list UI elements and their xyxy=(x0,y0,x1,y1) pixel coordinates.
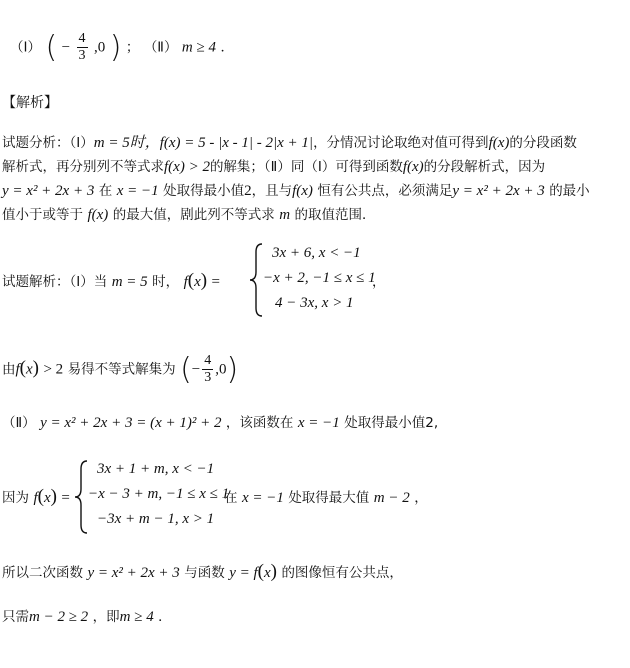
fraction-4-3 xyxy=(77,31,88,64)
solution-text: ， xyxy=(414,490,428,506)
solution-text: 在 xyxy=(224,490,238,506)
analysis-text: 试题分析：（Ⅰ） xyxy=(2,135,94,151)
math-expr: m = 5时， xyxy=(93,135,160,151)
analysis-line-2 xyxy=(2,155,545,176)
solution-text: ，该函数在 xyxy=(225,415,294,431)
math-expr: m xyxy=(279,207,291,223)
fraction-denominator: 3 xyxy=(78,48,86,63)
math-expr: y = x² + 2x + 3 xyxy=(87,565,180,581)
solution1-line: 试题解析：（Ⅰ）当 m = 5 时， f(x) = xyxy=(2,270,220,291)
solution-text: 与函数 xyxy=(184,565,225,581)
math-expr: ,0 xyxy=(215,361,227,378)
answer-separator: ； xyxy=(125,39,140,56)
part2-cases-tail xyxy=(224,486,428,507)
math-expr: − xyxy=(191,361,201,378)
interval-close: ) xyxy=(109,30,122,65)
case-3: 4 − 3x, x > 1 xyxy=(275,295,354,311)
analysis-text: 恒有公共点，必须满足 xyxy=(317,183,453,199)
math-expr: f(x) = 5 - |x - 1| - 2|x + 1| xyxy=(159,135,314,151)
math-expr: x xyxy=(194,274,201,290)
case-1: 3x + 6, x < −1 xyxy=(272,245,361,261)
solution-text: 因为 xyxy=(2,490,29,506)
math-expr: f xyxy=(33,490,38,506)
part1-label: （Ⅰ） xyxy=(10,39,41,56)
solution-text: 所以二次函数 xyxy=(2,565,83,581)
interval-right-value: ,0 xyxy=(93,39,106,56)
analysis-text: 的最小 xyxy=(549,183,590,199)
analysis-text: 在 xyxy=(98,183,113,199)
case-2: −x − 3 + m, −1 ≤ x ≤ 1 xyxy=(88,486,230,502)
case-tail: ， xyxy=(372,274,386,290)
part2-label: （Ⅱ） xyxy=(143,39,178,56)
math-expr: x xyxy=(26,361,33,378)
answer-line xyxy=(10,30,234,65)
math-expr: m = 5 xyxy=(111,274,148,290)
case-2: −x + 2, −1 ≤ x ≤ 1 xyxy=(263,270,376,286)
solution-text: 只需 xyxy=(2,609,29,625)
math-expr: y = f xyxy=(229,565,258,581)
analysis-line-1 xyxy=(2,131,577,152)
analysis-text: ，分情况讨论取绝对值可得到 xyxy=(313,135,489,151)
analysis-text: 的解集；（Ⅱ）同（Ⅰ）可得到函数 xyxy=(209,159,403,175)
math-expr: f xyxy=(15,361,20,378)
analysis-line-3 xyxy=(2,179,590,200)
analysis-text: 处取得最小值 xyxy=(163,183,245,199)
answer-period: ． xyxy=(220,39,234,56)
analysis-text: 值小于或等于 xyxy=(2,207,83,223)
math-expr: f(x) xyxy=(488,135,510,151)
fraction-numerator: 4 xyxy=(78,31,86,46)
analysis-text: 解析式，再分别列不等式求 xyxy=(2,159,164,175)
math-expr: f xyxy=(183,274,188,290)
fraction-4-3 xyxy=(202,353,213,386)
math-expr: m ≥ 4 xyxy=(119,609,154,625)
math-expr: y = x² + 2x + 3 xyxy=(452,183,545,199)
solution-text: 处取得最小值2, xyxy=(344,415,439,431)
interval-close: ) xyxy=(226,352,239,387)
math-expr: f(x) xyxy=(402,159,424,175)
math-expr: x = −1 xyxy=(297,415,340,431)
solution-text: 由 xyxy=(2,361,16,378)
math-expr: = xyxy=(211,274,220,290)
analysis-heading: 【解析】 xyxy=(2,95,58,111)
analysis-text: ，且与 xyxy=(251,183,293,199)
solution-text: 易得不等式解集为 xyxy=(67,361,176,378)
math-expr: > 2 xyxy=(43,361,64,378)
math-expr: x xyxy=(263,565,271,581)
math-expr: f(x) xyxy=(292,183,313,199)
solution2-line: 由f(x) > 2 易得不等式解集为 (− $\frac{4}{3}$ ,0) xyxy=(2,352,239,387)
analysis-line-4 xyxy=(2,203,375,224)
part2-answer: m ≥ 4 xyxy=(181,39,216,56)
analysis-text: 的分段函数 xyxy=(509,135,577,151)
conclusion-line-2 xyxy=(2,605,172,626)
fraction-numerator: 4 xyxy=(204,353,212,368)
interval-open: ( xyxy=(45,30,58,65)
solution-text: ． xyxy=(158,609,172,625)
analysis-text: 的取值范围． xyxy=(294,207,376,223)
conclusion-line-1: 所以二次函数 y = x² + 2x + 3 与函数 y = f(x) 的图像恒有公共点， xyxy=(2,561,403,582)
fraction-denominator: 3 xyxy=(204,370,212,385)
part2-label: （Ⅱ） xyxy=(2,415,36,431)
solution-text: 处取得最大值 xyxy=(288,490,370,506)
math-expr: = xyxy=(61,490,70,506)
math-expr: y = x² + 2x + 3 xyxy=(2,183,95,199)
math-expr: f(x) xyxy=(87,207,109,223)
solution-text: 时， xyxy=(152,274,180,290)
case-1: 3x + 1 + m, x < −1 xyxy=(97,461,215,477)
math-expr: x xyxy=(43,490,51,506)
interval-open: ( xyxy=(180,352,192,387)
solution-text: 试题解析：（Ⅰ）当 xyxy=(2,274,108,290)
part2-cases-line: 因为 f(x) = xyxy=(2,486,70,507)
solution-text: 的图像恒有公共点， xyxy=(281,565,403,581)
math-expr: m − 2 ≥ 2 xyxy=(29,609,89,625)
math-expr: x = −1 xyxy=(241,490,284,506)
part2-line xyxy=(2,411,438,432)
math-expr: x = −1 xyxy=(116,183,159,199)
analysis-text: 的最大值，剧此列不等式求 xyxy=(112,207,275,223)
solution-text: ，即 xyxy=(92,609,120,625)
math-expr: m − 2 xyxy=(373,490,410,506)
math-expr: f(x) > 2 xyxy=(164,159,210,175)
math-expr: y = x² + 2x + 3 = (x + 1)² + 2 xyxy=(40,415,222,431)
analysis-text: 的分段解析式，因为 xyxy=(423,159,546,175)
case-3: −3x + m − 1, x > 1 xyxy=(97,511,215,527)
interval-minus: − xyxy=(61,39,71,56)
math-expr: 2 xyxy=(244,183,252,199)
